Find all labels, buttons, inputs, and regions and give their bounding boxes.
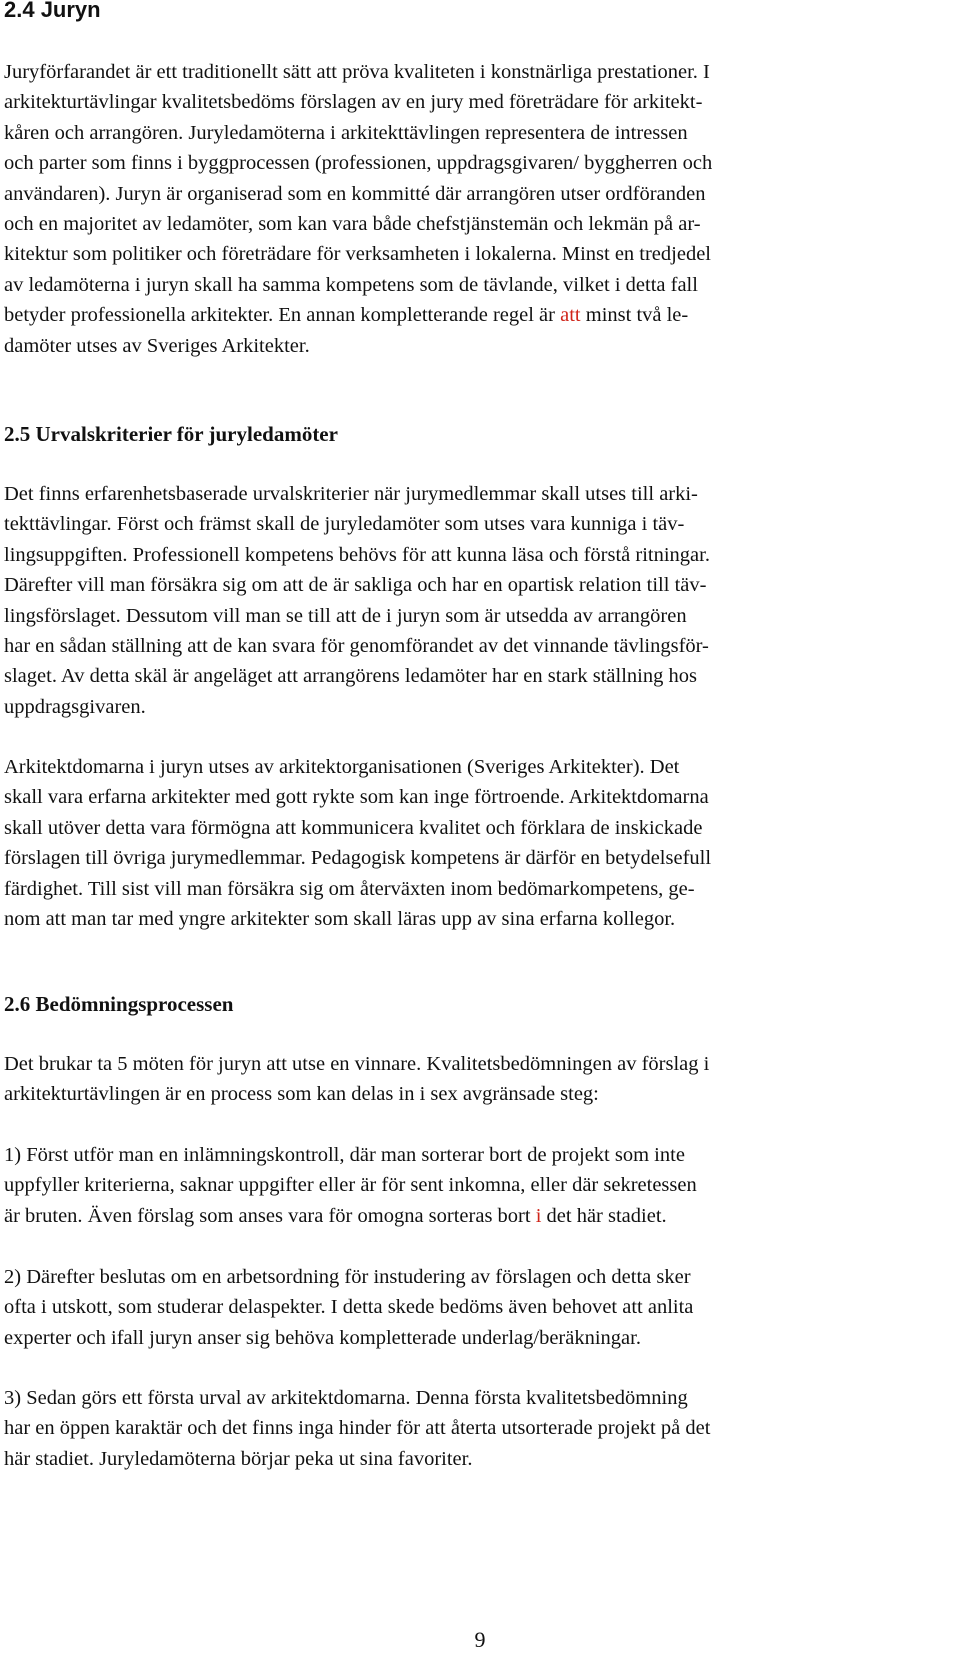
paragraph-architect-judges (4, 752, 956, 934)
paragraph-step-3 (4, 1383, 956, 1474)
text-line: förslagen till övriga jurymedlemmar. Pedagogisk kompetens är därför en betydelsefull (4, 847, 712, 870)
text-line: arkitekturtävlingen är en process som kan delas in i sex avgränsade steg: (4, 1083, 599, 1106)
highlighted-word: i (535, 1204, 542, 1227)
text-line: damöter utses av Sveriges Arkitekter. (4, 334, 310, 357)
text-line: skall utöver detta vara förmögna att kommunicera kvalitet och förklara de inskickade (4, 816, 703, 839)
highlighted-word: att (560, 304, 581, 327)
text-line: lingsförslaget. Dessutom vill man se till att de i juryn som är utsedda av arrangören (4, 604, 687, 627)
text-line: uppdragsgivaren. (4, 695, 146, 718)
text-line: har en öppen karaktär och det finns inga hinder för att återta utsorterade projekt på det (4, 1417, 711, 1440)
text-segment: betyder professionella arkitekter. En annan kompletterande regel är (4, 304, 561, 327)
text-line: färdighet. Till sist vill man försäkra sig om återväxten inom bedömarkompetens, ge- (4, 877, 695, 900)
text-line: uppfyller kriterierna, saknar uppgifter eller är för sent inkomna, eller där sekretessen (4, 1174, 697, 1197)
text-line: 1) Först utför man en inlämningskontroll, där man sorterar bort de projekt som inte (4, 1144, 685, 1166)
section-heading-2-5: 2.5 Urvalskriterier för juryledamöter (4, 422, 338, 446)
text-segment: det här stadiet. (541, 1204, 667, 1227)
text-line: lingsuppgiften. Professionell kompetens behövs för att kunna läsa och förstå ritningar. (4, 543, 710, 566)
text-line: 3) Sedan görs ett första urval av arkitektdomarna. Denna första kvalitetsbedömning (4, 1387, 688, 1409)
paragraph-selection-criteria (4, 479, 956, 722)
text-line: användaren). Juryn är organiserad som en kommitté där arrangören utser ordföranden (4, 182, 706, 205)
text-line: skall vara erfarna arkitekter med gott rykte som kan inge förtroende. Arkitektdomarna (4, 786, 709, 809)
section-heading-2-4: 2.4 Juryn (4, 0, 101, 22)
text-line: arkitekturtävlingar kvalitetsbedöms förslagen av en jury med företrädare för arkitekt- (4, 91, 703, 114)
text-line: och en majoritet av ledamöter, som kan vara både chefstjänstemän och lekmän på ar- (4, 213, 701, 236)
section-heading-2-6: 2.6 Bedömningsprocessen (4, 992, 234, 1016)
text-line: av ledamöterna i juryn skall ha samma kompetens som de tävlande, vilket i detta fall (4, 273, 698, 296)
text-segment: är bruten. Även förslag som anses vara för omogna sorteras bort (4, 1204, 536, 1227)
text-line: här stadiet. Juryledamöterna börjar peka ut sina favoriter. (4, 1447, 473, 1470)
text-line: tekttävlingar. Först och främst skall de juryledamöter som utses vara kunniga i täv- (4, 513, 685, 536)
paragraph-step-1 (4, 1140, 956, 1231)
text-line: slaget. Av detta skäl är angeläget att arrangörens ledamöter har en stark ställning hos (4, 665, 697, 688)
text-line: Juryförfarandet är ett traditionellt sätt att pröva kvaliteten i konstnärliga prestationer. I (4, 61, 710, 83)
text-line: Det brukar ta 5 möten för juryn att utse en vinnare. Kvalitetsbedömningen av förslag i (4, 1053, 710, 1075)
paragraph-jury-intro (4, 57, 956, 361)
text-line: experter och ifall juryn anser sig behöva kompletterade underlag/beräkningar. (4, 1326, 641, 1349)
text-line: Därefter vill man försäkra sig om att de är sakliga och har en opartisk relation till täv- (4, 574, 707, 597)
text-line: ofta i utskott, som studerar delaspekter. I detta skede bedöms även behovet att anlita (4, 1296, 694, 1319)
text-line: nom att man tar med yngre arkitekter som skall läras upp av sina erfarna kollegor. (4, 908, 676, 931)
text-line (4, 300, 956, 330)
text-line: har en sådan ställning att de kan svara för genomförandet av det vinnande tävlingsför- (4, 635, 709, 658)
text-line: kåren och arrangören. Juryledamöterna i arkitekttävlingen representera de intressen (4, 121, 688, 144)
paragraph-step-2 (4, 1262, 956, 1353)
paragraph-assessment-intro (4, 1049, 956, 1110)
text-line (4, 1201, 956, 1231)
text-segment: minst två le- (580, 304, 689, 327)
text-line: 2) Därefter beslutas om en arbetsordning för instudering av förslagen och detta sker (4, 1266, 691, 1288)
text-line: Det finns erfarenhetsbaserade urvalskriterier när jurymedlemmar skall utses till arki- (4, 483, 698, 505)
text-line: Arkitektdomarna i juryn utses av arkitektorganisationen (Sveriges Arkitekter). Det (4, 756, 680, 778)
text-line: kitektur som politiker och företrädare för verksamheten i lokalerna. Minst en tredjedel (4, 243, 711, 266)
text-line: och parter som finns i byggprocessen (professionen, uppdragsgivaren/ byggherren och (4, 152, 713, 175)
page-number: 9 (474, 1627, 486, 1652)
